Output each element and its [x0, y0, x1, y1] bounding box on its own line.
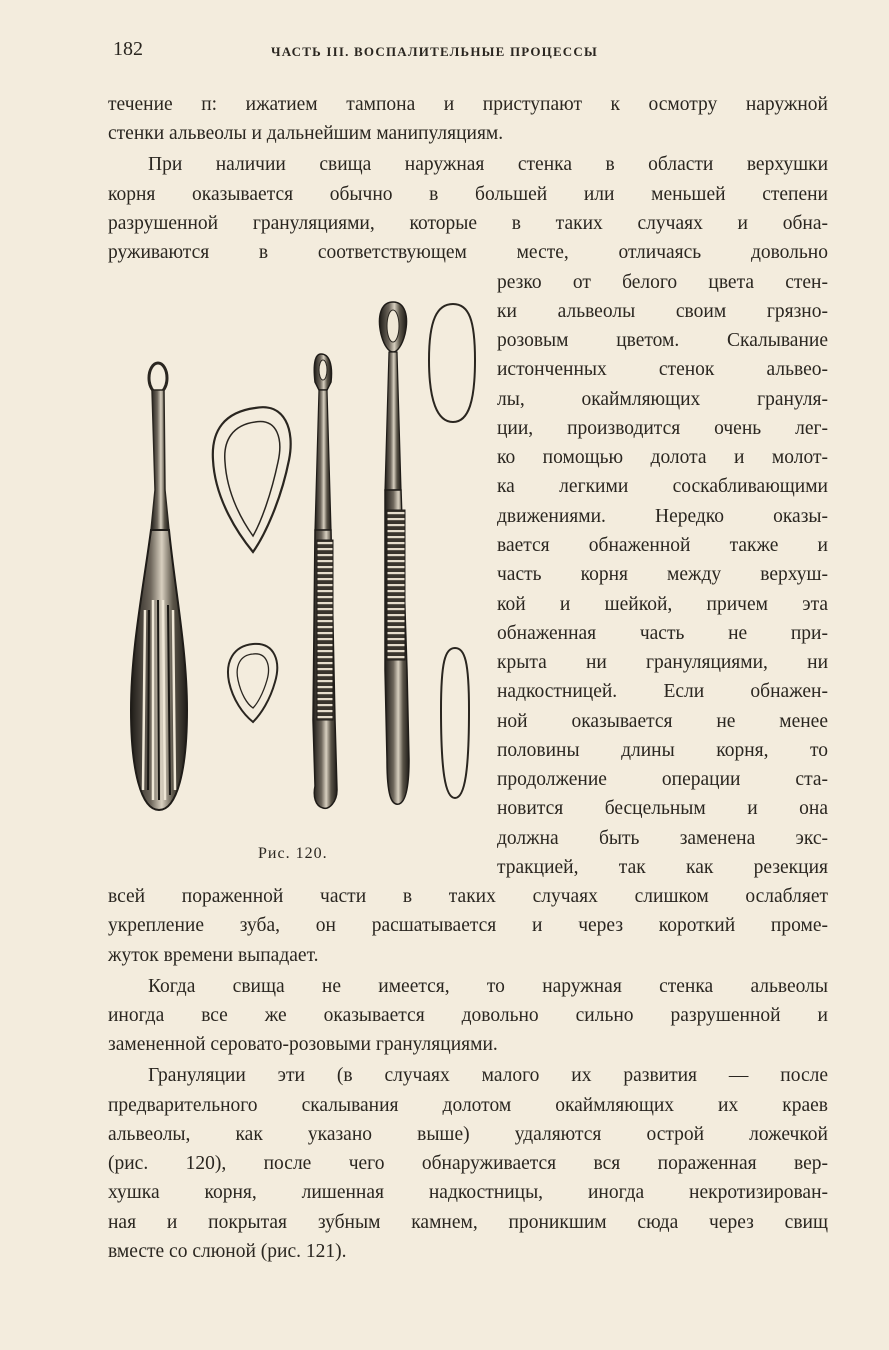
text-line: замененной серовато-розовыми грануляциями.: [108, 1034, 498, 1055]
text-line: альвеолы, как указано выше) удаляются острой ложечкой: [108, 1124, 828, 1145]
text-line: течение п: ижатием тампона и приступают к осмотру наружной: [108, 94, 828, 115]
text-line: (рис. 120), после чего обнаруживается вся пораженная вер-: [108, 1153, 828, 1174]
running-head: ЧАСТЬ III. ВОСПАЛИТЕЛЬНЫЕ ПРОЦЕССЫ: [271, 44, 598, 59]
curette-tip-outline-large: [213, 407, 291, 552]
text-line: вается обнаженной также и: [497, 535, 828, 556]
spoon-tip-outline-large: [429, 304, 475, 422]
text-line: Когда свища не имеется, то наружная стенка альвеолы: [148, 976, 828, 997]
page-header: [108, 38, 828, 68]
text-line: ной оказывается не менее: [497, 711, 828, 732]
text-line: всей пораженной части в таких случаях слишком ослабляет: [108, 886, 828, 907]
text-line: ки альвеолы своим грязно-: [497, 301, 828, 322]
figure-caption: Рис. 120.: [258, 845, 328, 862]
text-line: тракцией, так как резекция: [497, 857, 828, 878]
text-line: должна быть заменена экс-: [497, 828, 828, 849]
text-line: Грануляции эти (в случаях малого их развития — после: [148, 1065, 828, 1086]
curette-large: [131, 363, 187, 810]
text-line: часть корня между верхуш-: [497, 564, 828, 585]
spoon-tip-outline-small: [441, 648, 469, 798]
text-line: ная и покрытая зубным камнем, проникшим сюда через свищ: [108, 1212, 828, 1233]
text-line: стенки альвеолы и дальнейшим манипуляциям.: [108, 123, 504, 144]
text-line: ка легкими соскабливающими: [497, 476, 828, 497]
text-line: движениями. Нередко оказы-: [497, 506, 828, 527]
text-line: обнаженная часть не при-: [497, 623, 828, 644]
text-line: половины длины корня, то: [497, 740, 828, 761]
text-line: хушка корня, лишенная надкостницы, иногда некротизирован-: [108, 1182, 828, 1203]
text-line: вместе со слюной (рис. 121).: [108, 1241, 347, 1262]
text-line: розовым цветом. Скалывание: [497, 330, 828, 351]
text-line: продолжение операции ста-: [497, 769, 828, 790]
curette-spoon: [380, 302, 410, 804]
curette-instruments-illustration: [115, 290, 490, 870]
text-line: надкостницей. Если обнажен-: [497, 681, 828, 702]
text-line: кой и шейкой, причем эта: [497, 594, 828, 615]
curette-tip-outline-small: [228, 644, 277, 722]
page-number: 182: [113, 38, 143, 60]
text-line: предварительного скалывания долотом окаймляющих их краев: [108, 1095, 828, 1116]
curette-slender: [313, 354, 337, 808]
text-line: жуток времени выпадает.: [108, 945, 319, 966]
text-line: корня оказывается обычно в большей или меньшей степени: [108, 184, 828, 205]
text-line: укрепление зуба, он расшатывается и через короткий проме-: [108, 915, 828, 936]
text-line: лы, окаймляющих грануля-: [497, 389, 828, 410]
text-line: резко от белого цвета стен-: [497, 272, 828, 293]
text-line: разрушенной грануляциями, которые в таких случаях и обна-: [108, 213, 828, 234]
text-line: крыта ни грануляциями, ни: [497, 652, 828, 673]
text-line: иногда все же оказывается довольно сильно разрушенной и: [108, 1005, 828, 1026]
text-line: новится бесцельным и она: [497, 798, 828, 819]
text-line: руживаются в соответствующем месте, отличаясь довольно: [108, 242, 828, 263]
text-line: ции, производится очень лег-: [497, 418, 828, 439]
text-line: истонченных стенок альвео-: [497, 359, 828, 380]
text-line: ко помощью долота и молот-: [497, 447, 828, 468]
text-line: При наличии свища наружная стенка в области верхушки: [148, 154, 828, 175]
